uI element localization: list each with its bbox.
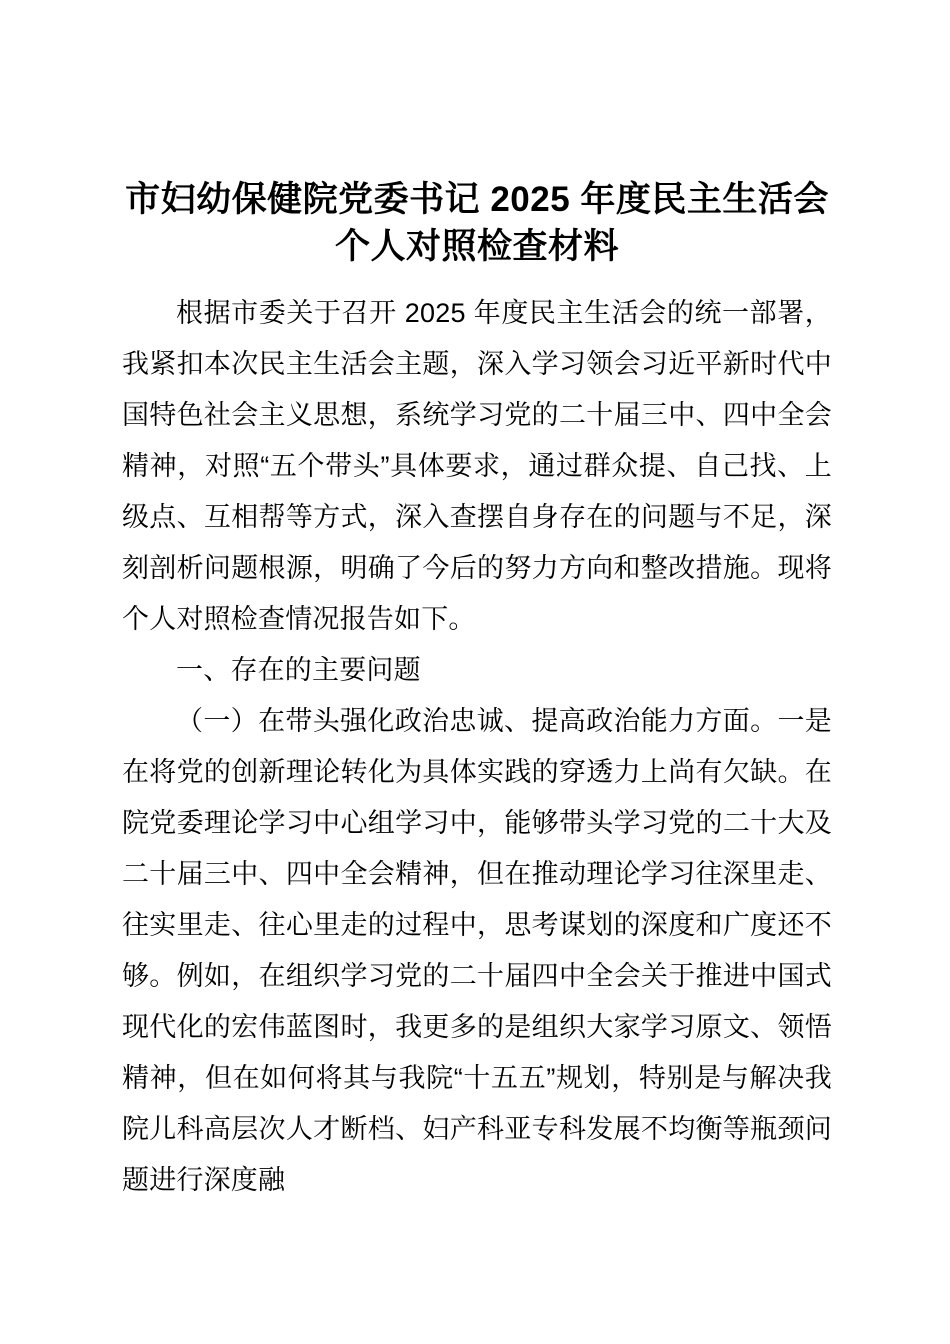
paragraph-intro: 根据市委关于召开 2025 年度民主生活会的统一部署，我紧扣本次民主生活会主题，深入学习领会习近平新时代中国特色社会主义思想，系统学习党的二十届三中、四中全会精神，对照“五个带头”具体要求，通过群众提、自己找、上级点、互相帮等方式，深入查摆自身存在的问题与不足，深刻剖析问题根源，明确了今后的努力方向和整改措施。现将个人对照检查情况报告如下。 — [122, 298, 832, 634]
page-title-line-2: 个人对照检查材料 — [334, 227, 619, 266]
section-heading-one: 一、存在的主要问题 — [176, 655, 421, 685]
document-body — [122, 176, 832, 1206]
paragraph-subsection-one: （一）在带头强化政治忠诚、提高政治能力方面。一是在将党的创新理论转化为具体实践的穿透力上尚有欠缺。在院党委理论学习中心组学习中，能够带头学习党的二十大及二十届三中、四中全会精神，但在推动理论学习往深里走、往实里走、往心里走的过程中，思考谋划的深度和广度还不够。例如，在组织学习党的二十届四中全会关于推进中国式现代化的宏伟蓝图时，我更多的是组织大家学习原文、领悟精神，但在如何将其与我院“十五五”规划，特别是与解决我院儿科高层次人才断档、妇产科亚专科发展不均衡等瓶颈问题进行深度融 — [122, 706, 832, 1195]
page-title — [122, 176, 832, 270]
page-title-line-1: 市妇幼保健院党委书记 2025 年度民主生活会 — [125, 180, 829, 219]
